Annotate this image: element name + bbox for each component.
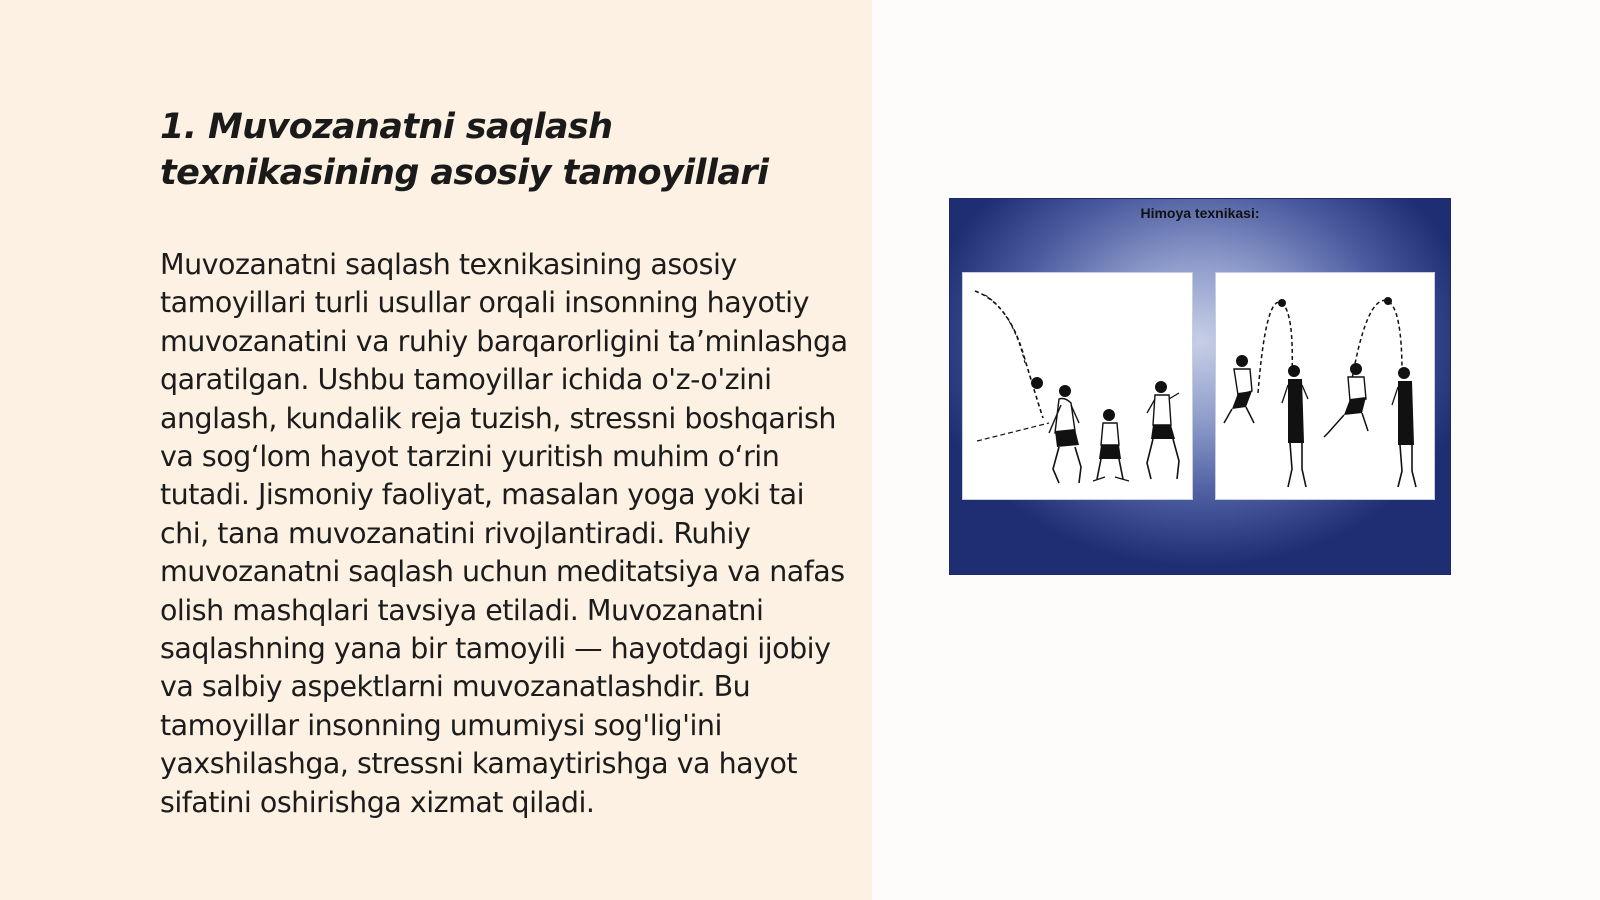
figure-caption: Himoya texnikasi: [1140, 205, 1260, 221]
dig-technique-illustration [1215, 272, 1435, 500]
defense-formation-illustration [962, 272, 1193, 500]
slide-title: 1. Muvozanatni saqlash texnikasining asosiy tamoyillari [160, 107, 769, 193]
defense-formation-drawing [963, 273, 1192, 499]
slide-body-text: Muvozanatni saqlash texnikasining asosiy tamoyillari turli usullar orqali insonning hayotiy muvozanatini va ruhiy barqarorligini ta’minlashga qaratilgan. Ushbu tamoyillar ichida o'z-o'zini anglash, kundalik reja tuzish, stressni boshqarish va sog‘lom hayot tarzini yuritish muhim o‘rin tutadi. Jismoniy faoliyat, masalan yoga yoki tai chi, tana muvozanatini rivojlantiradi. Ruhiy muvozanatni saqlash uchun meditatsiya va nafas olish mashqlari tavsiya etiladi. Muvozanatni saqlashning yana bir tamoyili — hayotdagi ijobiy va salbiy aspektlarni muvozanatlashdir. Bu tamoyillar insonning umumiysi sog'lig'ini yaxshilashga, stressni kamaytirishga va hayot sifatini oshirishga xizmat qiladi. [160, 248, 848, 819]
dig-technique-drawing [1216, 273, 1434, 499]
volleyball-defense-figure [950, 199, 1450, 574]
